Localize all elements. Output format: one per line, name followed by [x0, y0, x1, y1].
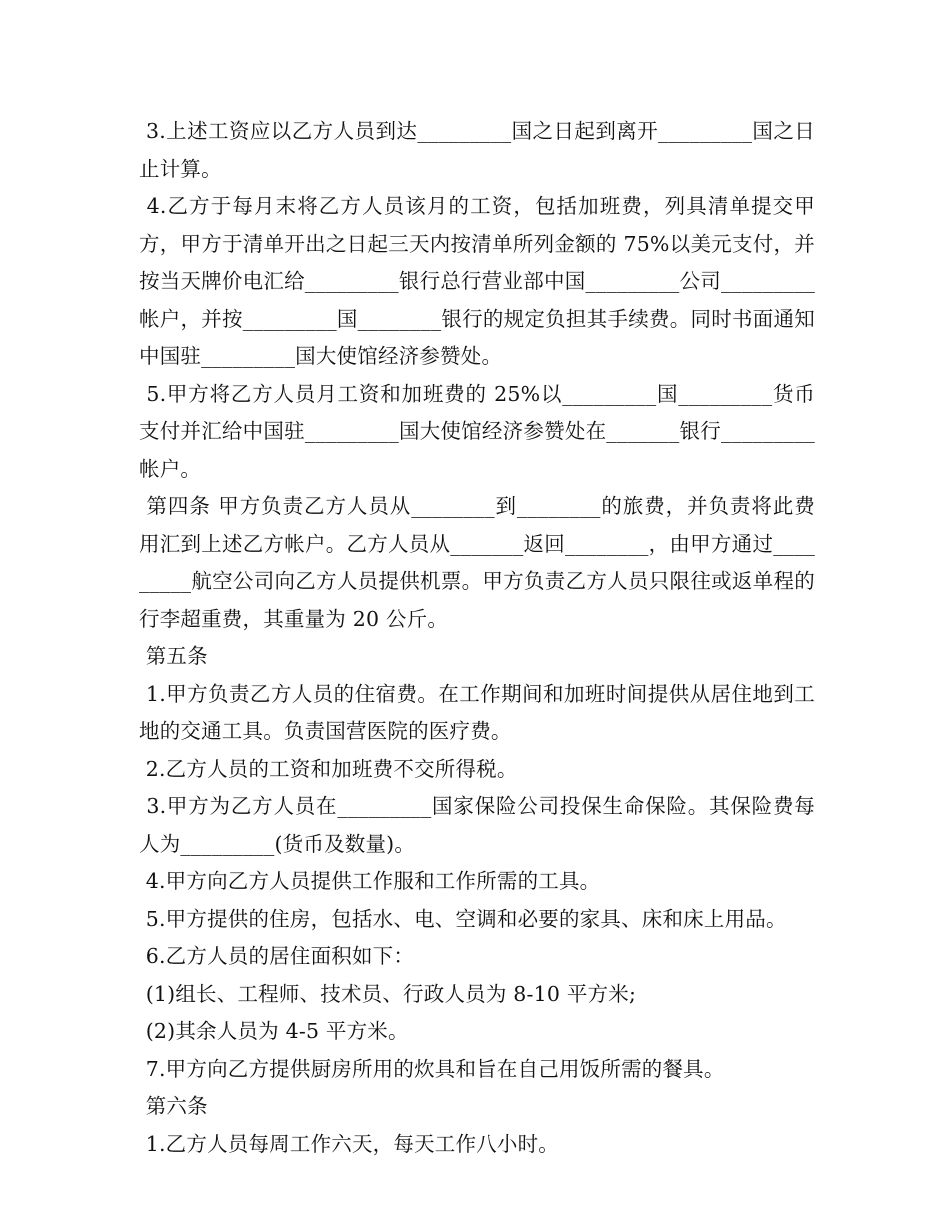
- paragraph-wage-period: 3.上述工资应以乙方人员到达_________国之日起到离开_________国之日止计算。: [139, 119, 815, 181]
- heading-article-5: 第五条: [139, 644, 208, 668]
- paragraph-tax-exemption: 2.乙方人员的工资和加班费不交所得税。: [139, 756, 518, 781]
- paragraph-living-area: 6.乙方人员的居住面积如下：: [139, 944, 415, 968]
- paragraph-life-insurance: 3.甲方为乙方人员在_________国家保险公司投保生命保险。其保险费每人为_________(货币及数量)。: [139, 794, 815, 856]
- paragraph-local-currency-payment: 5.甲方将乙方人员月工资和加班费的 25%以_________国_________货币支付并汇给中国驻_________国大使馆经济参赞处在_______银行_________帐户。: [139, 381, 815, 481]
- paragraph-working-hours: 1.乙方人员每周工作六天，每天工作八小时。: [139, 1131, 559, 1156]
- paragraph-work-clothes: 4.甲方向乙方人员提供工作服和工作所需的工具。: [139, 869, 601, 893]
- paragraph-monthly-payment: 4.乙方于每月末将乙方人员该月的工资，包括加班费，列具清单提交甲方，甲方于清单开出之日起三天内按清单所列金额的 75%以美元支付，并按当天牌价电汇给_________银行总行营业部中国_________公司_________帐户，并按_________国________银行的规定负担其手续费。同时书面通知中国驻_________国大使馆经济参赞处。: [139, 194, 815, 368]
- paragraph-living-area-staff: (1)组长、工程师、技术员、行政人员为 8-10 平方米;: [139, 981, 637, 1006]
- heading-article-6: 第六条: [139, 1094, 208, 1118]
- document-body: [139, 113, 815, 1163]
- paragraph-accommodation: 1.甲方负责乙方人员的住宿费。在工作期间和加班时间提供从居住地到工地的交通工具。负责国营医院的医疗费。: [139, 681, 815, 743]
- paragraph-living-area-others: (2)其余人员为 4-5 平方米。: [139, 1019, 409, 1043]
- paragraph-article-4: 第四条 甲方负责乙方人员从________到________的旅费，并负责将此费用汇到上述乙方帐户。乙方人员从_______返回________，由甲方通过_________航空公司向乙方人员提供机票。甲方负责乙方人员只限往或返单程的行李超重费，其重量为 20 公斤。: [139, 494, 816, 631]
- paragraph-kitchenware: 7.甲方向乙方提供厨房所用的炊具和旨在自己用饭所需的餐具。: [139, 1056, 725, 1081]
- paragraph-housing: 5.甲方提供的住房，包括水、电、空调和必要的家具、床和床上用品。: [139, 906, 787, 931]
